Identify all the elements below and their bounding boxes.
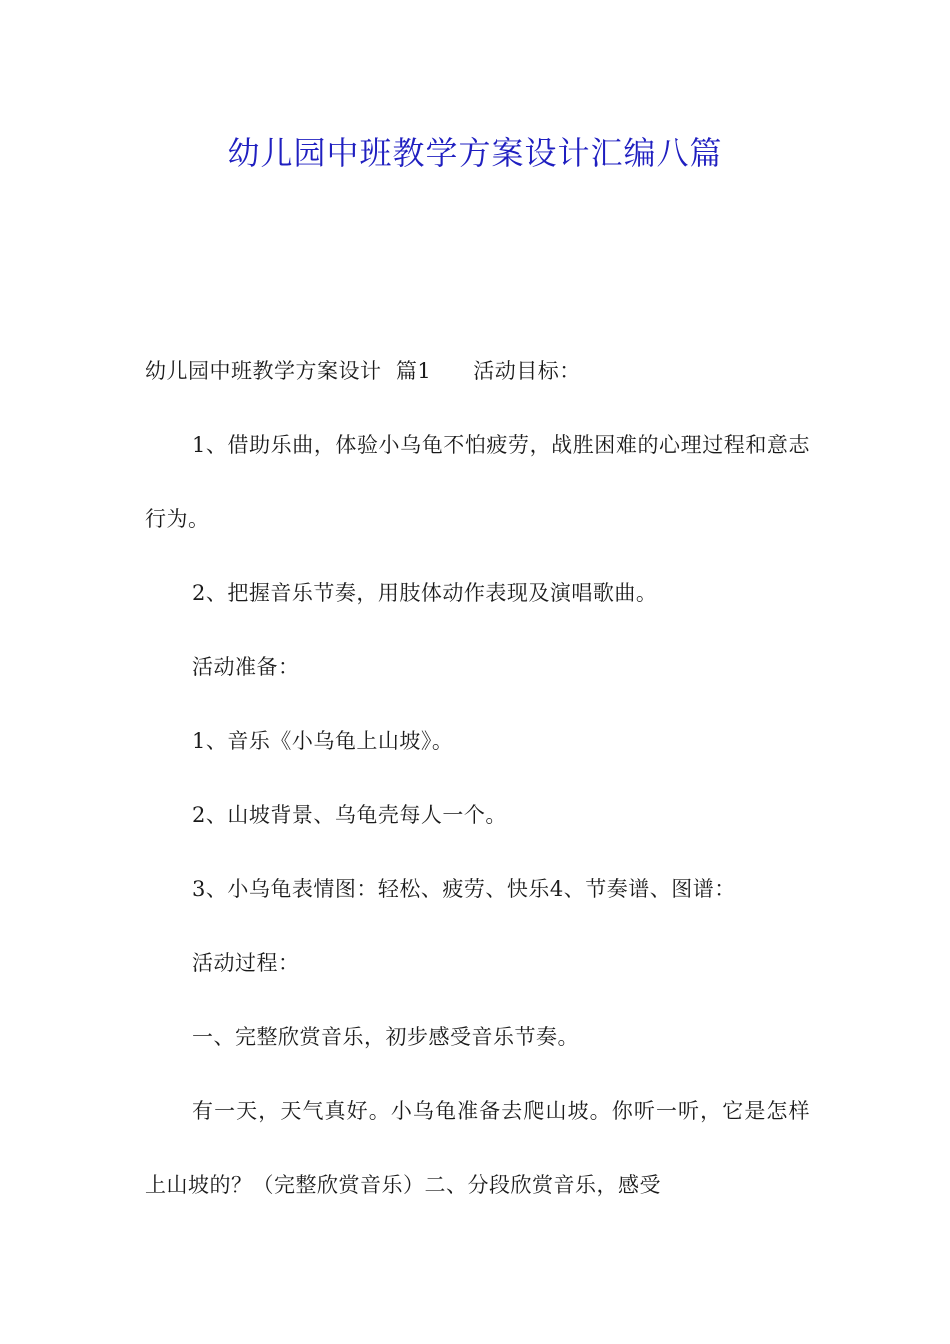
section-number: 篇1	[395, 359, 432, 383]
section-label: 活动目标：	[473, 359, 581, 383]
paragraph: 一、完整欣赏音乐，初步感受音乐节奏。	[192, 1025, 579, 1049]
paragraph: 1、音乐《小乌龟上山坡》。	[192, 729, 454, 753]
document-title: 幼儿园中班教学方案设计汇编八篇	[227, 134, 723, 172]
paragraph: 活动准备：	[192, 655, 300, 679]
paragraph: 3、小乌龟表情图：轻松、疲劳、快乐4、节奏谱、图谱：	[192, 877, 736, 901]
section-name: 幼儿园中班教学方案设计	[145, 359, 382, 383]
paragraph: 2、把握音乐节奏，用肢体动作表现及演唱歌曲。	[192, 581, 658, 605]
section-heading	[145, 334, 810, 408]
paragraph: 2、山坡背景、乌龟壳每人一个。	[192, 803, 507, 827]
paragraph: 1、借助乐曲，体验小乌龟不怕疲劳，战胜困难的心理过程和意志行为。	[145, 433, 810, 531]
paragraph: 活动过程：	[192, 951, 300, 975]
paragraph: 有一天，天气真好。小乌龟准备去爬山坡。你听一听，它是怎样上山坡的？（完整欣赏音乐）二、分段欣赏音乐，感受	[145, 1099, 810, 1197]
document-body	[145, 334, 810, 1222]
